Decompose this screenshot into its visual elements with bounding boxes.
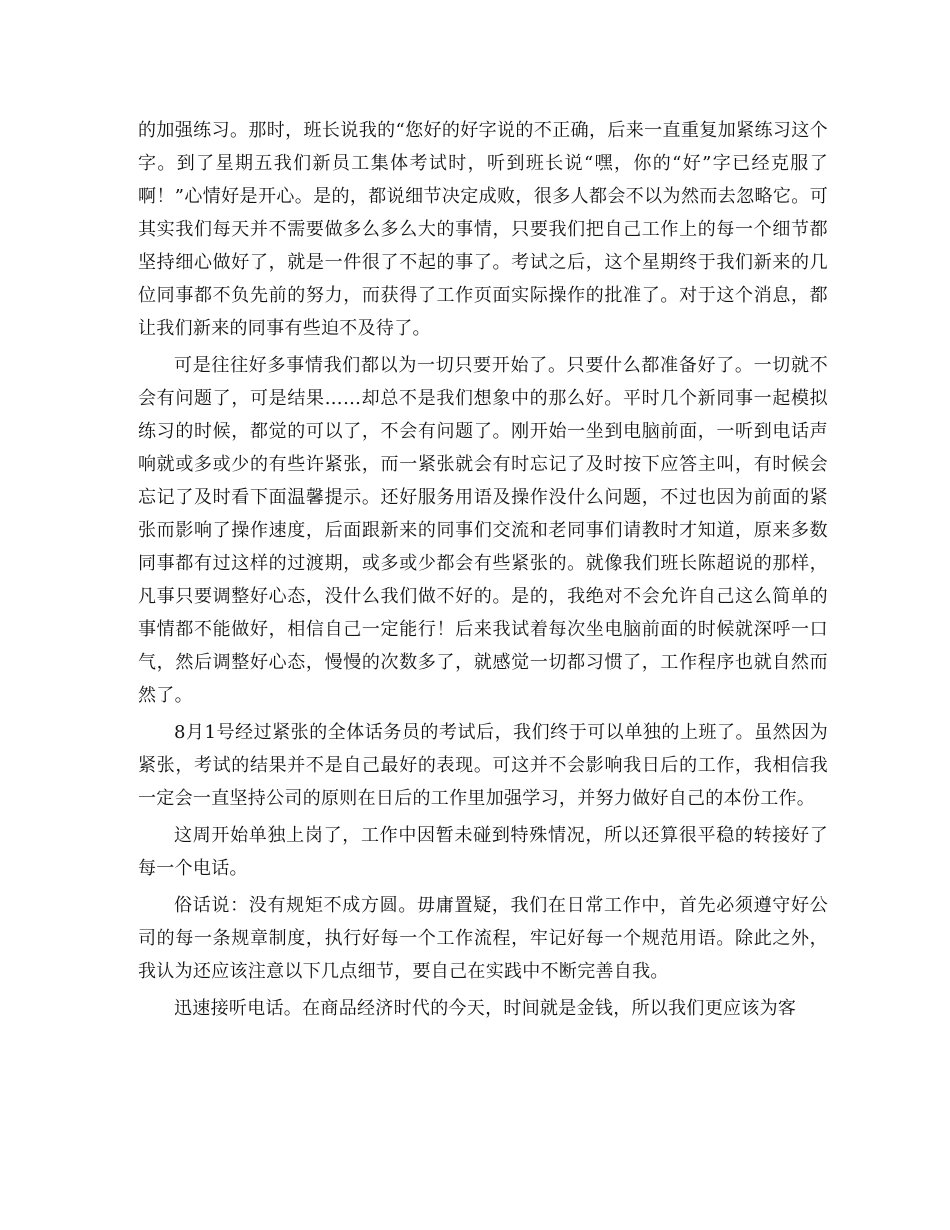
paragraph-5: 俗话说：没有规矩不成方圆。毋庸置疑，我们在日常工作中，首先必须遵守好公司的每一条规章制度，执行好每一个工作流程，牢记好每一个规范用语。除此之外，我认为还应该注意以下几点细节，要自己在实践中不断完善自我。: [138, 895, 828, 982]
paragraph-4: 这周开始单独上岗了，工作中因暂未碰到特殊情况，所以还算很平稳的转接好了每一个电话。: [138, 825, 828, 879]
paragraph-2: 可是往往好多事情我们都以为一切只要开始了。只要什么都准备好了。一切就不会有问题了，可是结果……却总不是我们想象中的那么好。平时几个新同事一起模拟练习的时候，都觉的可以了，不会有问题了。刚开始一坐到电脑前面，一听到电话声响就或多或少的有些许紧张，而一紧张就会有时忘记了及时按下应答主叫，有时候会忘记了及时看下面温馨提示。还好服务用语及操作没什么问题，不过也因为前面的紧张而影响了操作速度，后面跟新来的同事们交流和老同事们请教时才知道，原来多数同事都有过这样的过渡期，或多或少都会有些紧张的。就像我们班长陈超说的那样，凡事只要调整好心态，没什么我们做不好的。是的，我绝对不会允许自己这么简单的事情都不能做好，相信自己一定能行！后来我试着每次坐电脑前面的时候就深呼一口气，然后调整好心态，慢慢的次数多了，就感觉一切都习惯了，工作程序也就自然而然了。: [138, 355, 828, 706]
document-body: [138, 114, 828, 1025]
paragraph-1: 的加强练习。那时，班长说我的“您好的好字说的不正确，后来一直重复加紧练习这个字。到了星期五我们新员工集体考试时，听到班长说“嘿，你的“好”字已经克服了啊！”心情好是开心。是的，都说细节决定成败，很多人都会不以为然而去忽略它。可其实我们每天并不需要做多么多么大的事情，只要我们把自己工作上的每一个细节都坚持细心做好了，就是一件很了不起的事了。考试之后，这个星期终于我们新来的几位同事都不负先前的努力，而获得了工作页面实际操作的批准了。对于这个消息，都让我们新来的同事有些迫不及待了。: [138, 120, 828, 339]
paragraph-3: 8月1号经过紧张的全体话务员的考试后，我们终于可以单独的上班了。虽然因为紧张，考试的结果并不是自己最好的表现。可这并不会影响我日后的工作，我相信我一定会一直坚持公司的原则在日后的工作里加强学习，并努力做好自己的本份工作。: [138, 722, 828, 809]
paragraph-6: 迅速接听电话。在商品经济时代的今天，时间就是金钱，所以我们更应该为客: [174, 998, 797, 1019]
